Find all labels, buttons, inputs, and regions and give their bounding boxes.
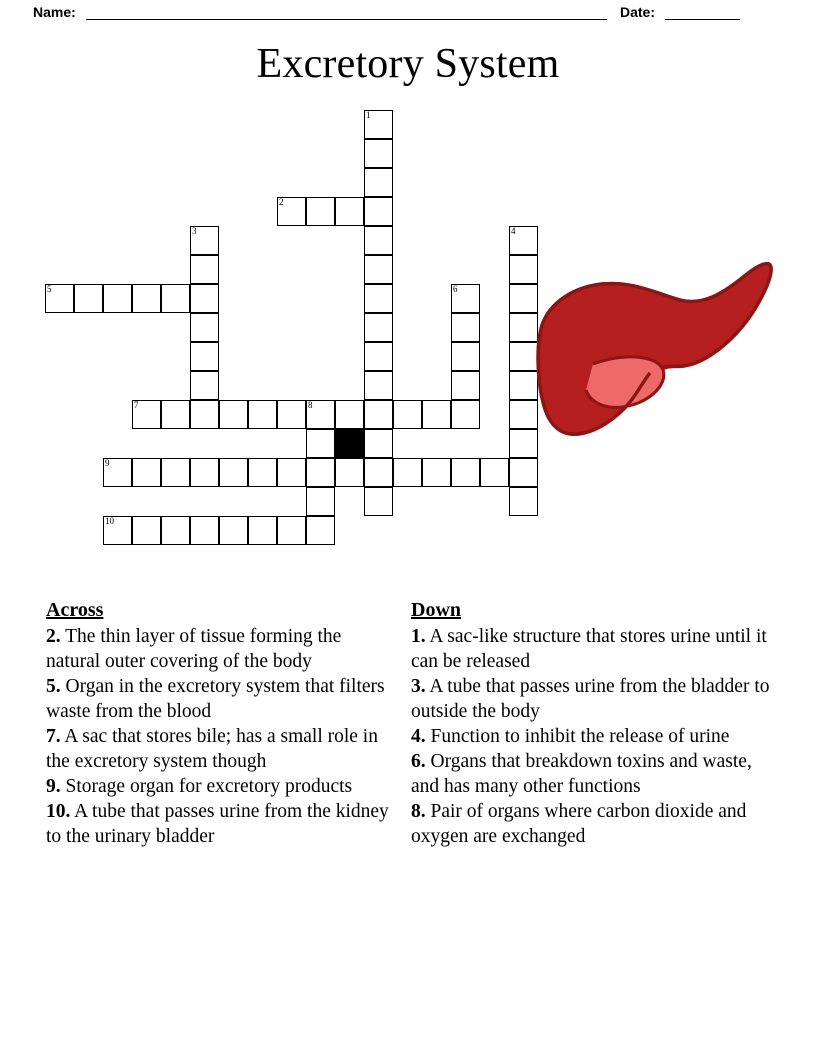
- grid-cell[interactable]: [451, 400, 480, 429]
- clue-item-down-6: [411, 749, 771, 799]
- grid-cell[interactable]: [132, 516, 161, 545]
- clue-item-across-7: [46, 724, 396, 774]
- clue-item-down-8: [411, 799, 771, 849]
- grid-cell[interactable]: [190, 458, 219, 487]
- liver-illustration: [530, 252, 780, 447]
- grid-cell[interactable]: [190, 371, 219, 400]
- grid-cell[interactable]: [364, 110, 393, 139]
- clue-text: Function to inhibit the release of urine: [425, 726, 730, 747]
- grid-cell[interactable]: [451, 284, 480, 313]
- grid-cell[interactable]: [364, 400, 393, 429]
- clue-text: Organ in the excretory system that filters waste from the blood: [46, 676, 385, 722]
- grid-cell[interactable]: [393, 400, 422, 429]
- clue-number: 9.: [46, 776, 61, 797]
- grid-cell[interactable]: [190, 342, 219, 371]
- clue-number: 2.: [46, 626, 61, 647]
- grid-cell[interactable]: [335, 400, 364, 429]
- grid-cell-number: 1: [366, 110, 371, 120]
- name-label: Name:: [33, 4, 76, 20]
- grid-cell[interactable]: [190, 226, 219, 255]
- grid-cell-number: 3: [192, 226, 197, 236]
- date-label: Date:: [620, 4, 656, 20]
- grid-cell[interactable]: [74, 284, 103, 313]
- grid-cell-number: 6: [453, 284, 458, 294]
- grid-cell[interactable]: [190, 284, 219, 313]
- grid-cell[interactable]: [364, 342, 393, 371]
- grid-cell[interactable]: [335, 197, 364, 226]
- grid-cell[interactable]: [509, 226, 538, 255]
- clue-text: Storage organ for excretory products: [60, 776, 353, 797]
- grid-cell[interactable]: [364, 429, 393, 458]
- clue-number: 3.: [411, 676, 426, 697]
- grid-cell[interactable]: [306, 197, 335, 226]
- clue-item-across-9: [46, 774, 396, 799]
- grid-cell[interactable]: [103, 284, 132, 313]
- clue-item-down-4: [411, 724, 771, 749]
- clue-number: 10.: [46, 801, 71, 822]
- clue-text: A sac that stores bile; has a small role in the excretory system though: [46, 726, 378, 772]
- grid-cell[interactable]: [393, 458, 422, 487]
- grid-cell-number: 4: [511, 226, 516, 236]
- grid-cell[interactable]: [132, 400, 161, 429]
- grid-cell[interactable]: [161, 284, 190, 313]
- grid-cell[interactable]: [132, 458, 161, 487]
- down-heading: Down: [411, 599, 462, 621]
- grid-cell[interactable]: [480, 458, 509, 487]
- grid-cell[interactable]: [364, 139, 393, 168]
- grid-cell[interactable]: [451, 371, 480, 400]
- down-column: [411, 598, 771, 849]
- grid-cell[interactable]: [306, 429, 335, 458]
- grid-cell-number: 10: [105, 516, 114, 526]
- clue-item-across-2: [46, 624, 396, 674]
- across-heading: Across: [46, 599, 104, 621]
- clue-number: 4.: [411, 726, 426, 747]
- grid-cell[interactable]: [451, 342, 480, 371]
- grid-cell[interactable]: [103, 458, 132, 487]
- grid-cell-number: 2: [279, 197, 284, 207]
- clue-text: Organs that breakdown toxins and waste, and has many other functions: [411, 751, 752, 797]
- clue-number: 6.: [411, 751, 426, 772]
- grid-cell[interactable]: [306, 458, 335, 487]
- grid-cell[interactable]: [190, 516, 219, 545]
- grid-cell[interactable]: [161, 400, 190, 429]
- grid-cell[interactable]: [364, 168, 393, 197]
- clue-number: 1.: [411, 626, 426, 647]
- grid-cell[interactable]: [451, 313, 480, 342]
- grid-cell[interactable]: [190, 313, 219, 342]
- grid-cell[interactable]: [277, 197, 306, 226]
- clue-text: A tube that passes urine from the bladder to outside the body: [411, 676, 770, 722]
- grid-cell-number: 8: [308, 400, 313, 410]
- clue-number: 5.: [46, 676, 61, 697]
- grid-cell[interactable]: [248, 458, 277, 487]
- grid-cell[interactable]: [364, 313, 393, 342]
- grid-cell[interactable]: [364, 487, 393, 516]
- grid-cell[interactable]: [132, 284, 161, 313]
- down-clue-list: [411, 624, 771, 849]
- grid-cell[interactable]: [219, 516, 248, 545]
- grid-cell[interactable]: [422, 400, 451, 429]
- clue-item-down-3: [411, 674, 771, 724]
- clue-number: 7.: [46, 726, 61, 747]
- grid-cell-number: 5: [47, 284, 52, 294]
- clue-item-down-1: [411, 624, 771, 674]
- clue-text: Pair of organs where carbon dioxide and oxygen are exchanged: [411, 801, 747, 847]
- clue-text: A sac-like structure that stores urine until it can be released: [411, 626, 767, 672]
- grid-cell[interactable]: [364, 458, 393, 487]
- across-column: [46, 598, 396, 849]
- grid-cell[interactable]: [451, 458, 480, 487]
- grid-cell[interactable]: [103, 516, 132, 545]
- clue-text: The thin layer of tissue forming the natural outer covering of the body: [46, 626, 342, 672]
- grid-cell[interactable]: [161, 516, 190, 545]
- grid-cell[interactable]: [45, 284, 74, 313]
- grid-cell[interactable]: [509, 458, 538, 487]
- grid-cell[interactable]: [306, 487, 335, 516]
- grid-cell[interactable]: [364, 371, 393, 400]
- grid-cell[interactable]: [364, 255, 393, 284]
- grid-cell-number: 9: [105, 458, 110, 468]
- grid-cell[interactable]: [277, 516, 306, 545]
- grid-cell[interactable]: [219, 458, 248, 487]
- grid-cell[interactable]: [219, 400, 248, 429]
- grid-cell-number: 7: [134, 400, 139, 410]
- grid-cell[interactable]: [277, 400, 306, 429]
- grid-cell-blocked: [335, 429, 364, 458]
- clue-number: 8.: [411, 801, 426, 822]
- grid-cell[interactable]: [364, 284, 393, 313]
- grid-cell[interactable]: [248, 516, 277, 545]
- grid-cell[interactable]: [190, 400, 219, 429]
- grid-cell[interactable]: [509, 487, 538, 516]
- grid-cell[interactable]: [277, 458, 306, 487]
- grid-cell[interactable]: [161, 458, 190, 487]
- clue-item-across-10: [46, 799, 396, 849]
- clue-item-across-5: [46, 674, 396, 724]
- page-title: Excretory System: [256, 41, 560, 87]
- grid-cell[interactable]: [335, 458, 364, 487]
- grid-cell[interactable]: [422, 458, 451, 487]
- grid-cell[interactable]: [190, 255, 219, 284]
- grid-cell[interactable]: [306, 516, 335, 545]
- grid-cell[interactable]: [248, 400, 277, 429]
- across-clue-list: [46, 624, 396, 849]
- grid-cell[interactable]: [306, 400, 335, 429]
- grid-cell[interactable]: [364, 226, 393, 255]
- clue-text: A tube that passes urine from the kidney to the urinary bladder: [46, 801, 389, 847]
- grid-cell[interactable]: [364, 197, 393, 226]
